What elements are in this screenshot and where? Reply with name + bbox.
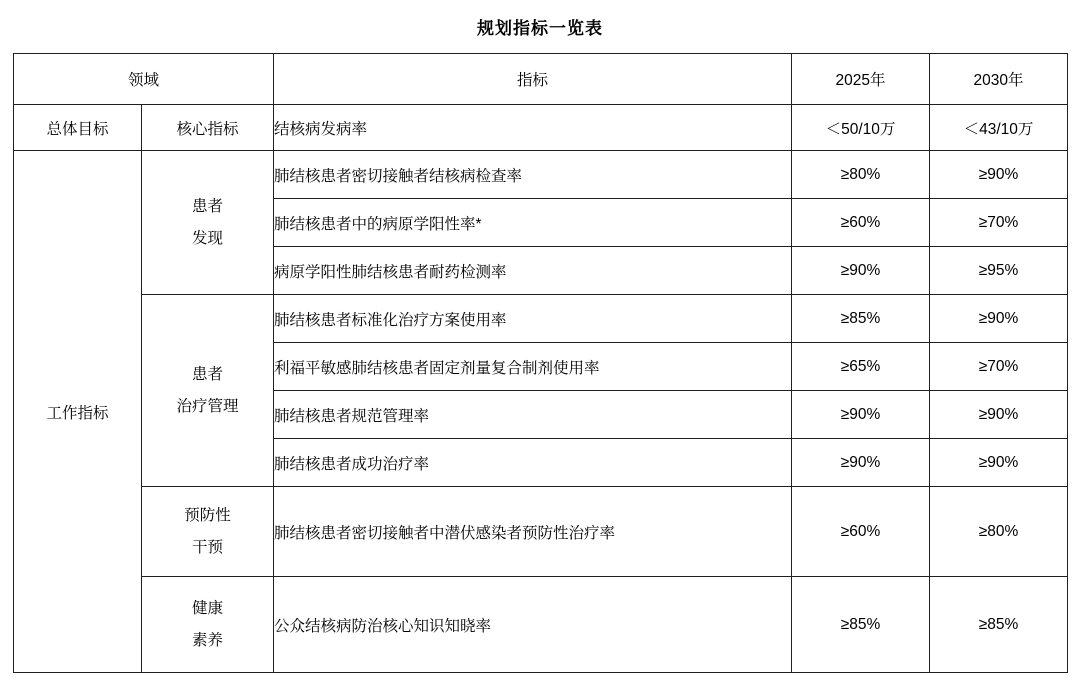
value-2025: ≥85% (792, 577, 930, 673)
indicator-name: 肺结核患者规范管理率 (274, 391, 792, 439)
value-2030: ≥90% (930, 391, 1068, 439)
subgroup-health-literacy (142, 577, 274, 673)
subgroup-preventive-intervention (142, 487, 274, 577)
table-row (14, 487, 1068, 577)
subgroup-label-line1: 预防性 (184, 506, 231, 524)
subgroup-treatment-management (142, 295, 274, 487)
value-2030: ≥90% (930, 295, 1068, 343)
value-2030: ＜43/10万 (930, 105, 1068, 151)
value-2025: ≥85% (792, 295, 930, 343)
planning-indicators-table (13, 53, 1068, 673)
subgroup-label-line2: 素养 (192, 631, 224, 649)
header-year-2030: 2030年 (930, 54, 1068, 105)
indicator-name: 肺结核患者成功治疗率 (274, 439, 792, 487)
subgroup-label-line1: 健康 (192, 599, 224, 617)
indicator-name: 利福平敏感肺结核患者固定剂量复合制剂使用率 (274, 343, 792, 391)
value-2025: ≥90% (792, 391, 930, 439)
subgroup-core-indicator: 核心指标 (142, 105, 274, 151)
indicator-name: 病原学阳性肺结核患者耐药检测率 (274, 247, 792, 295)
value-2030: ≥70% (930, 343, 1068, 391)
value-2030: ≥90% (930, 151, 1068, 199)
value-2025: ≥90% (792, 247, 930, 295)
indicator-name: 肺结核患者中的病原学阳性率* (274, 199, 792, 247)
table-row (14, 577, 1068, 673)
subgroup-label-line1: 患者 (192, 197, 224, 215)
table-row (14, 105, 1068, 151)
subgroup-label-line2: 发现 (192, 229, 224, 247)
page-title: 规划指标一览表 (477, 19, 603, 38)
subgroup-label-line2: 治疗管理 (176, 397, 239, 415)
subgroup-case-finding (142, 151, 274, 295)
value-2030: ≥70% (930, 199, 1068, 247)
value-2025: ≥80% (792, 151, 930, 199)
indicator-name: 公众结核病防治核心知识知晓率 (274, 577, 792, 673)
value-2030: ≥95% (930, 247, 1068, 295)
table-row (14, 295, 1068, 343)
value-2030: ≥80% (930, 487, 1068, 577)
header-indicator: 指标 (274, 54, 792, 105)
indicator-name: 肺结核患者标准化治疗方案使用率 (274, 295, 792, 343)
domain-overall-goal: 总体目标 (14, 105, 142, 151)
indicator-name: 结核病发病率 (274, 105, 792, 151)
value-2025: ≥60% (792, 487, 930, 577)
indicator-name: 肺结核患者密切接触者结核病检查率 (274, 151, 792, 199)
subgroup-label-line2: 干预 (192, 538, 224, 556)
header-domain: 领域 (14, 54, 274, 105)
header-year-2025: 2025年 (792, 54, 930, 105)
table-header-row (14, 54, 1068, 105)
value-2030: ≥85% (930, 577, 1068, 673)
value-2025: ≥60% (792, 199, 930, 247)
value-2025: ≥65% (792, 343, 930, 391)
value-2025: ＜50/10万 (792, 105, 930, 151)
subgroup-label-line1: 患者 (192, 365, 224, 383)
domain-work-indicator: 工作指标 (14, 151, 142, 673)
value-2030: ≥90% (930, 439, 1068, 487)
indicator-name: 肺结核患者密切接触者中潜伏感染者预防性治疗率 (274, 487, 792, 577)
table-row (14, 151, 1068, 199)
value-2025: ≥90% (792, 439, 930, 487)
